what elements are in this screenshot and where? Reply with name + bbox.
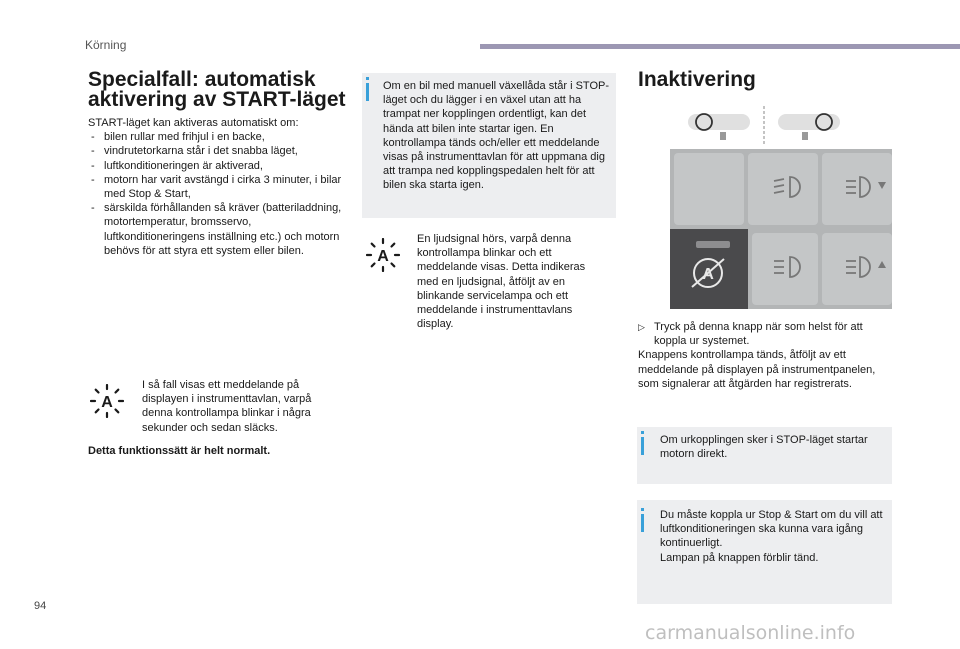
step-item: ▷ Tryck på denna knapp när som helst för att koppla ur systemet. bbox=[638, 320, 890, 348]
list-item: - särskilda förhållanden så kräver (batteriladdning, motortemperatur, bromsservo, luftkonditioneringens inställning etc.) och motorn behövs för att styra ett system eller bilen. bbox=[88, 201, 350, 258]
list-item: - bilen rullar med frihjul i en backe, bbox=[88, 130, 350, 144]
service-warning-icon bbox=[90, 384, 124, 423]
button-panel bbox=[670, 149, 892, 309]
note-box-2 bbox=[637, 500, 892, 604]
right-title: Inaktivering bbox=[638, 68, 756, 91]
section-label: Körning bbox=[85, 38, 127, 52]
note1-text: Om urkopplingen sker i STOP-läget startar motorn direkt. bbox=[660, 434, 868, 461]
button-panel-svg bbox=[670, 149, 892, 309]
right-instructions bbox=[638, 320, 890, 391]
page-number: 94 bbox=[34, 600, 47, 612]
info-icon bbox=[641, 514, 644, 532]
left-title bbox=[88, 70, 358, 110]
middle-warning-text: En ljudsignal hörs, varpå denna kontrollampa blinkar och ett meddelande visas. Detta indikeras med en ljudsignal, åtföljt av en blinkande servicelampa och ett meddelande i instrumenttavlans display. bbox=[417, 233, 586, 331]
left-body bbox=[88, 116, 350, 258]
list-item: - vindrutetorkarna står i det snabba läget, bbox=[88, 144, 350, 158]
service-warning-icon-svg bbox=[366, 238, 400, 272]
left-intro: START-läget kan aktiveras automatiskt om: bbox=[88, 117, 299, 129]
info-note-text: Om en bil med manuell växellåda står i STOP-läget och du lägger i en växel utan att ha trampat ner kopplingen ordentligt, kan det hända att bilen inte startar igen. En kontrollampa tänds och/eller ett meddelande visas på instrumenttavlan för att uppmana dig att trampa ned kopplingspedalen helt för att bilen ska starta igen. bbox=[383, 80, 609, 192]
left-title-line1: Specialfall: automatisk bbox=[88, 68, 316, 91]
list-item: - motorn har varit avstängd i cirka 3 minuter, i bilar med Stop & Start, bbox=[88, 173, 350, 201]
steering-wheel-diagram-svg bbox=[686, 104, 842, 146]
info-icon bbox=[641, 437, 644, 455]
service-warning-icon-svg bbox=[90, 384, 124, 418]
service-warning-icon bbox=[366, 238, 400, 277]
left-title-line2: aktivering av START-läget bbox=[88, 88, 346, 111]
svg-text:A: A bbox=[101, 394, 113, 411]
list-item: - luftkonditioneringen är aktiverad, bbox=[88, 159, 350, 173]
note2-line1: Du måste koppla ur Stop & Start om du vill att luftkonditioneringen ska kunna vara igång kontinuerligt. bbox=[660, 509, 883, 550]
left-warning-text: I så fall visas ett meddelande på displayen i instrumenttavlan, varpå denna kontrollampa blinkar i några sekunder och sedan släcks. bbox=[142, 379, 312, 434]
svg-text:A: A bbox=[377, 248, 389, 265]
watermark: carmanualsonline.info bbox=[645, 622, 856, 644]
note2-text bbox=[660, 508, 888, 565]
left-closing-text: Detta funktionssätt är helt normalt. bbox=[88, 445, 271, 457]
conditions-list bbox=[88, 130, 350, 258]
note2-line2: Lampan på knappen förblir tänd. bbox=[660, 551, 819, 564]
info-note-box bbox=[362, 73, 616, 218]
note-box-1 bbox=[637, 427, 892, 484]
header-bar bbox=[480, 44, 960, 49]
result-text: Knappens kontrollampa tänds, åtföljt av ett meddelande på displayen på instrumentpanelen, som signalerar att åtgärden har registrerats. bbox=[638, 349, 876, 390]
steering-diagram bbox=[686, 104, 842, 146]
info-icon bbox=[366, 83, 369, 101]
svg-text:A: A bbox=[702, 266, 714, 283]
